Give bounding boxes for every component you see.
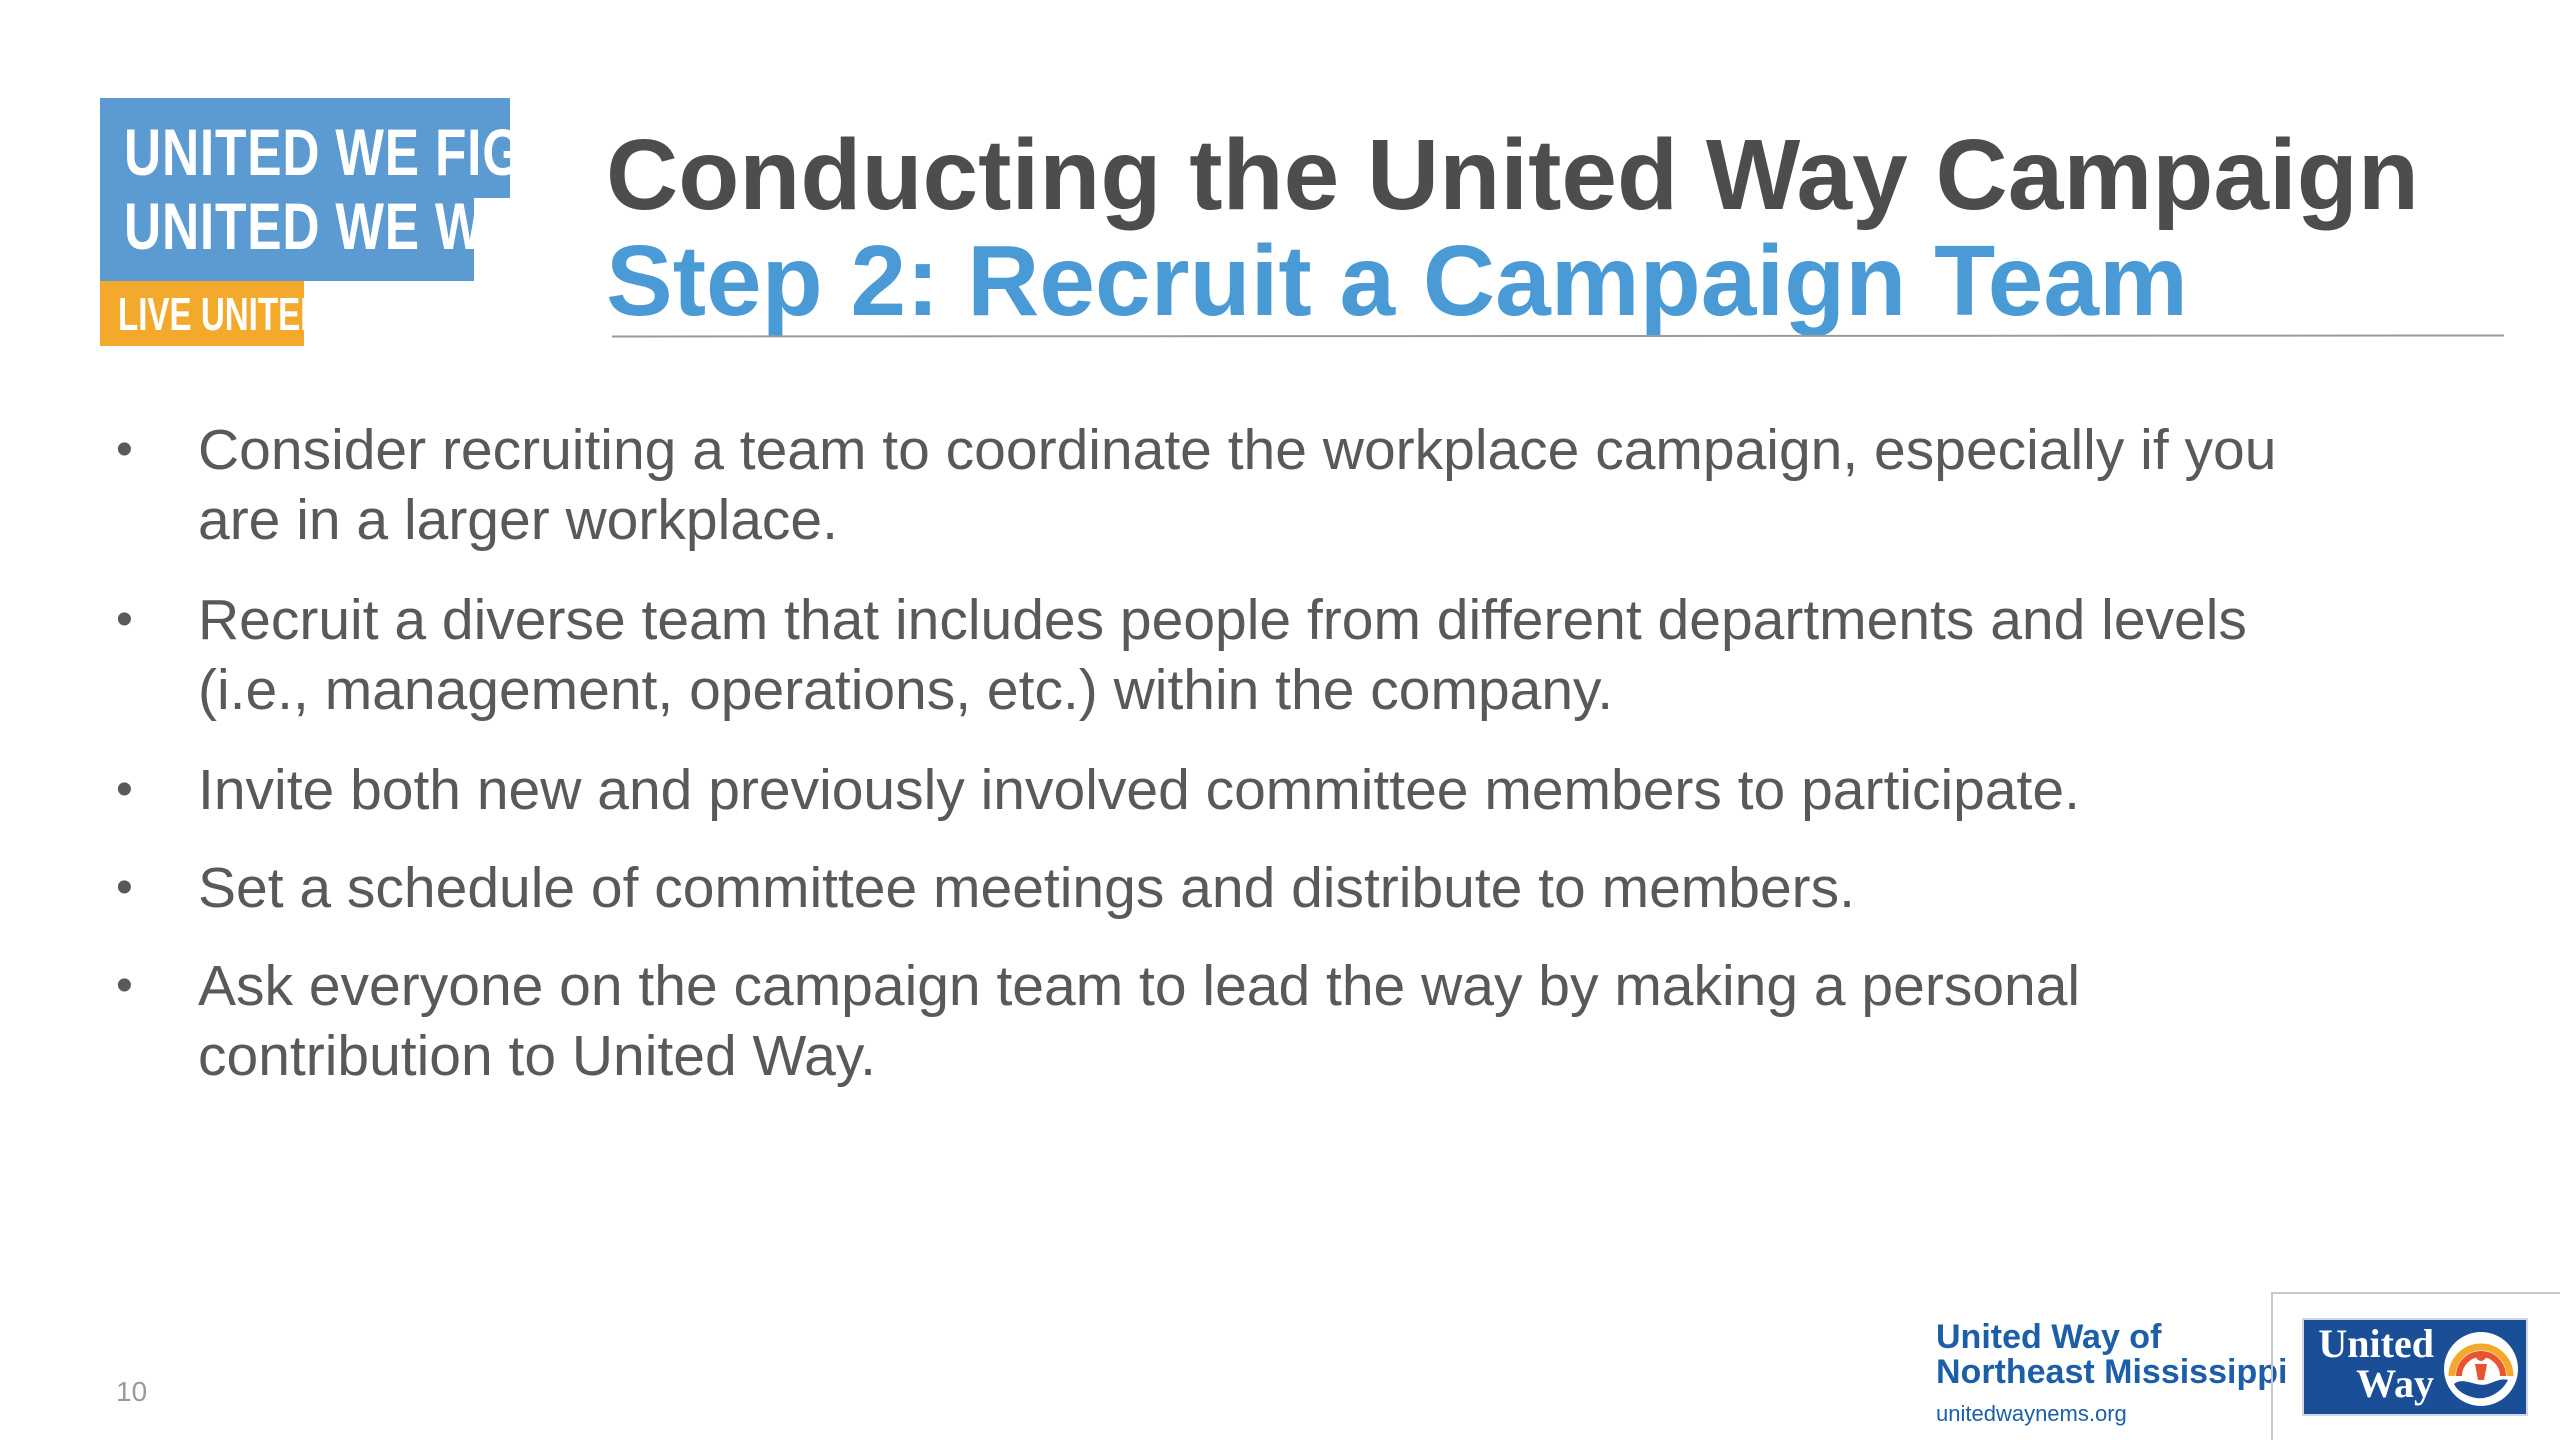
- bullet-dot-icon: •: [116, 423, 133, 476]
- live-united-text: LIVE UNITED: [118, 288, 325, 340]
- bullet-item: [110, 585, 2410, 725]
- bullet-line: Recruit a diverse team that includes people from different departments and levels: [198, 588, 2247, 652]
- bullet-line: Ask everyone on the campaign team to lead the way by making a personal: [198, 954, 2081, 1018]
- org-name-line-1: United Way of: [1936, 1318, 2162, 1356]
- logo-line-1: UNITED WE FIGHT.: [124, 115, 603, 189]
- page-number: 10: [116, 1376, 148, 1407]
- bullet-line: Set a schedule of committee meetings and distribute to members.: [198, 856, 1855, 920]
- bullet-dot-icon: •: [116, 593, 133, 646]
- helping-hand-rainbow-icon: [2442, 1330, 2520, 1408]
- bullet-dot-icon: •: [116, 763, 133, 816]
- bullet-line: (i.e., management, operations, etc.) within the company.: [198, 658, 1614, 722]
- bullet-item: [110, 951, 2410, 1091]
- bullet-line: contribution to United Way.: [198, 1024, 876, 1088]
- logo-line-2: UNITED WE WIN.: [124, 189, 553, 263]
- bullet-list: [110, 415, 2410, 1091]
- bullet-item: [110, 755, 2410, 825]
- bullet-item: [110, 853, 2410, 923]
- bullet-line: are in a larger workplace.: [198, 488, 838, 552]
- org-name: [1936, 1320, 2287, 1390]
- united-way-wordmark: [2312, 1321, 2434, 1406]
- bullet-item: [110, 415, 2410, 555]
- united-way-word-1: United: [2318, 1321, 2434, 1366]
- bullet-line: Invite both new and previously involved committee members to participate.: [198, 758, 2080, 822]
- org-name-line-2: Northeast Mississippi: [1936, 1353, 2288, 1391]
- title-divider: [612, 335, 2504, 338]
- bullet-line: Consider recruiting a team to coordinate the workplace campaign, especially if you: [198, 418, 2277, 482]
- live-united-tag: [100, 281, 325, 346]
- slide-title: Conducting the United Way Campaign: [606, 119, 2419, 231]
- org-url: unitedwaynems.org: [1936, 1401, 2127, 1426]
- united-way-word-2: Way: [2356, 1361, 2434, 1406]
- live-united-logo: [100, 98, 603, 281]
- slide-subtitle: Step 2: Recruit a Campaign Team: [606, 225, 2188, 337]
- bullet-dot-icon: •: [116, 861, 133, 914]
- united-way-logo: [2302, 1318, 2528, 1416]
- bullet-dot-icon: •: [116, 959, 133, 1012]
